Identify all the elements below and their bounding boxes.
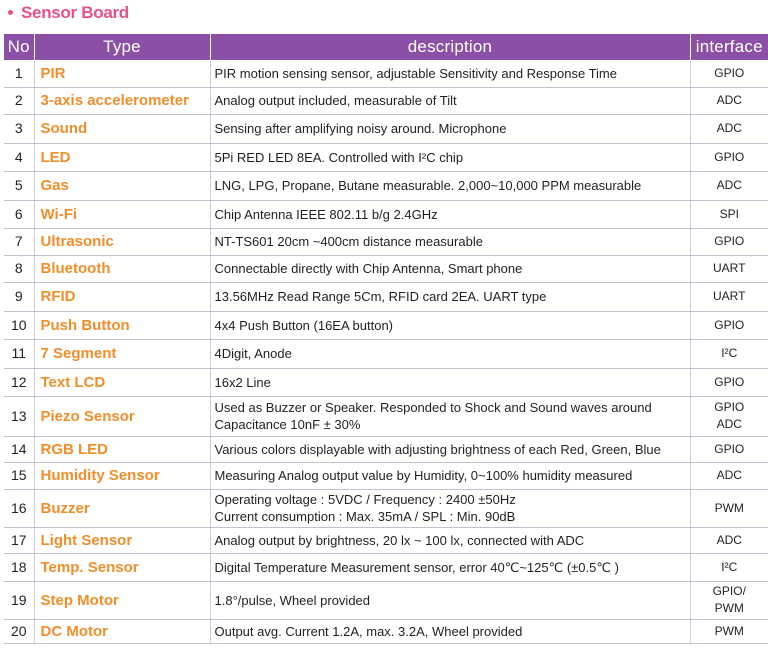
interface-line: ADC <box>716 93 742 107</box>
row-number: 19 <box>4 581 34 619</box>
description-line: 4Digit, Anode <box>214 346 292 361</box>
table-row <box>4 60 768 87</box>
header-description: description <box>210 34 690 60</box>
interface-line: ADC <box>716 121 742 135</box>
row-number: 3 <box>4 114 34 143</box>
description-line: Digital Temperature Measurement sensor, error 40℃~125℃ (±0.5℃ ) <box>214 559 619 575</box>
sensor-description <box>210 436 690 462</box>
sensor-description <box>210 171 690 200</box>
interface-line: ADC <box>716 178 742 192</box>
sensor-interface <box>690 489 768 527</box>
interface-line: PWM <box>714 500 744 515</box>
description-line: Current consumption : Max. 35mA / SPL : Min. 90dB <box>214 509 516 524</box>
sensor-type: Light Sensor <box>34 527 210 553</box>
sensor-interface <box>690 436 768 462</box>
sensor-type: Gas <box>34 171 210 200</box>
interface-line: ADC <box>716 417 742 431</box>
sensor-description <box>210 114 690 143</box>
sensor-description <box>210 553 690 581</box>
description-line: 5Pi RED LED 8EA. Controlled with I²C chip <box>214 149 464 165</box>
table-row <box>4 581 768 619</box>
description-line: Measuring Analog output value by Humidity, 0~100% humidity measured <box>214 468 633 483</box>
sensor-type: Text LCD <box>34 368 210 396</box>
row-number: 16 <box>4 489 34 527</box>
sensor-type: Temp. Sensor <box>34 553 210 581</box>
table-row <box>4 396 768 436</box>
sensor-description <box>210 282 690 311</box>
sensor-description <box>210 396 690 436</box>
sensor-type: 3-axis accelerometer <box>34 87 210 114</box>
sensor-interface <box>690 581 768 619</box>
sensor-interface <box>690 200 768 228</box>
table-row <box>4 200 768 228</box>
table-row <box>4 143 768 171</box>
sensor-type: Sound <box>34 114 210 143</box>
sensor-type: RFID <box>34 282 210 311</box>
row-number: 7 <box>4 228 34 255</box>
description-line: PIR motion sensing sensor, adjustable Sensitivity and Response Time <box>214 65 617 81</box>
header-no: No <box>4 34 34 60</box>
interface-line: GPIO/ <box>712 584 746 598</box>
sensor-type: Ultrasonic <box>34 228 210 255</box>
heading-bullet-icon <box>8 10 13 15</box>
table-row <box>4 339 768 368</box>
table-row <box>4 368 768 396</box>
table-row <box>4 255 768 282</box>
description-line: Used as Buzzer or Speaker. Responded to Shock and Sound waves around <box>214 400 652 415</box>
table-row <box>4 619 768 643</box>
interface-line: GPIO <box>714 317 745 332</box>
row-number: 12 <box>4 368 34 396</box>
sensor-interface <box>690 396 768 436</box>
sensor-board-table <box>4 34 768 644</box>
row-number: 6 <box>4 200 34 228</box>
interface-line: PWM <box>714 623 744 638</box>
sensor-type: Humidity Sensor <box>34 462 210 489</box>
sensor-description <box>210 489 690 527</box>
sensor-type: Bluetooth <box>34 255 210 282</box>
interface-line: ADC <box>716 532 742 547</box>
row-number: 17 <box>4 527 34 553</box>
sensor-description <box>210 339 690 368</box>
row-number: 20 <box>4 619 34 643</box>
sensor-type: Piezo Sensor <box>34 396 210 436</box>
table-row <box>4 228 768 255</box>
description-line: NT-TS601 20cm ~400cm distance measurable <box>214 234 483 249</box>
description-line: 13.56MHz Read Range 5Cm, RFID card 2EA. UART type <box>214 289 547 304</box>
table-row <box>4 87 768 114</box>
interface-line: PWM <box>714 601 744 615</box>
row-number: 15 <box>4 462 34 489</box>
interface-line: I²C <box>721 346 738 360</box>
sensor-type: Step Motor <box>34 581 210 619</box>
sensor-type: LED <box>34 143 210 171</box>
description-line: LNG, LPG, Propane, Butane measurable. 2,000~10,000 PPM measurable <box>214 178 642 193</box>
sensor-interface <box>690 282 768 311</box>
description-line: Analog output included, measurable of Tilt <box>214 93 457 108</box>
sensor-description <box>210 200 690 228</box>
interface-line: GPIO <box>714 149 745 164</box>
header-type: Type <box>34 34 210 60</box>
interface-line: UART <box>713 289 746 303</box>
sensor-interface <box>690 114 768 143</box>
sensor-interface <box>690 368 768 396</box>
description-line: 4x4 Push Button (16EA button) <box>214 317 394 333</box>
sensor-description <box>210 462 690 489</box>
sensor-type: PIR <box>34 60 210 87</box>
sensor-interface <box>690 87 768 114</box>
row-number: 1 <box>4 60 34 87</box>
sensor-type: RGB LED <box>34 436 210 462</box>
sensor-interface <box>690 462 768 489</box>
table-row <box>4 527 768 553</box>
interface-line: I²C <box>721 559 738 574</box>
sensor-interface <box>690 255 768 282</box>
sensor-description <box>210 368 690 396</box>
sensor-interface <box>690 553 768 581</box>
row-number: 8 <box>4 255 34 282</box>
sensor-description <box>210 311 690 339</box>
table-row <box>4 282 768 311</box>
sensor-interface <box>690 339 768 368</box>
section-heading <box>4 2 129 24</box>
sensor-type: Push Button <box>34 311 210 339</box>
sensor-type: DC Motor <box>34 619 210 643</box>
description-line: Connectable directly with Chip Antenna, Smart phone <box>214 261 523 276</box>
row-number: 13 <box>4 396 34 436</box>
sensor-interface <box>690 171 768 200</box>
interface-line: GPIO <box>714 65 745 80</box>
row-number: 2 <box>4 87 34 114</box>
sensor-type: Buzzer <box>34 489 210 527</box>
sensor-description <box>210 619 690 643</box>
description-line: Analog output by brightness, 20 lx ~ 100 lx, connected with ADC <box>214 532 585 548</box>
description-line: 16x2 Line <box>214 374 271 390</box>
sensor-interface <box>690 60 768 87</box>
table-row <box>4 436 768 462</box>
sensor-type: 7 Segment <box>34 339 210 368</box>
row-number: 4 <box>4 143 34 171</box>
table-row <box>4 311 768 339</box>
interface-line: SPI <box>719 206 739 221</box>
table-row <box>4 489 768 527</box>
description-line: Operating voltage : 5VDC / Frequency : 2400 ±50Hz <box>214 492 516 507</box>
table-body <box>4 60 768 643</box>
row-number: 11 <box>4 339 34 368</box>
sensor-interface <box>690 311 768 339</box>
interface-line: ADC <box>716 468 742 482</box>
interface-line: GPIO <box>714 441 745 456</box>
sensor-description <box>210 143 690 171</box>
sensor-interface <box>690 143 768 171</box>
table-header <box>4 34 768 60</box>
description-line: Various colors displayable with adjusting brightness of each Red, Green, Blue <box>214 441 661 457</box>
interface-line: GPIO <box>714 234 745 248</box>
header-interface: interface <box>690 34 768 60</box>
row-number: 9 <box>4 282 34 311</box>
sensor-description <box>210 255 690 282</box>
row-number: 10 <box>4 311 34 339</box>
table-row <box>4 171 768 200</box>
sensor-description <box>210 228 690 255</box>
row-number: 5 <box>4 171 34 200</box>
sensor-description <box>210 60 690 87</box>
interface-line: GPIO <box>714 400 745 414</box>
description-line: Sensing after amplifying noisy around. Microphone <box>214 121 507 136</box>
sensor-description <box>210 581 690 619</box>
description-line: 1.8°/pulse, Wheel provided <box>214 592 371 608</box>
table-row <box>4 114 768 143</box>
interface-line: GPIO <box>714 374 745 389</box>
sensor-description <box>210 527 690 553</box>
section-heading-text: Sensor Board <box>21 3 129 22</box>
row-number: 14 <box>4 436 34 462</box>
description-line: Output avg. Current 1.2A, max. 3.2A, Wheel provided <box>214 623 523 639</box>
sensor-interface <box>690 527 768 553</box>
sensor-description <box>210 87 690 114</box>
row-number: 18 <box>4 553 34 581</box>
sensor-interface <box>690 228 768 255</box>
table-row <box>4 462 768 489</box>
sensor-type: Wi-Fi <box>34 200 210 228</box>
description-line: Capacitance 10nF ± 30% <box>214 417 361 432</box>
interface-line: UART <box>713 261 746 275</box>
sensor-interface <box>690 619 768 643</box>
table-row <box>4 553 768 581</box>
description-line: Chip Antenna IEEE 802.11 b/g 2.4GHz <box>214 206 438 222</box>
